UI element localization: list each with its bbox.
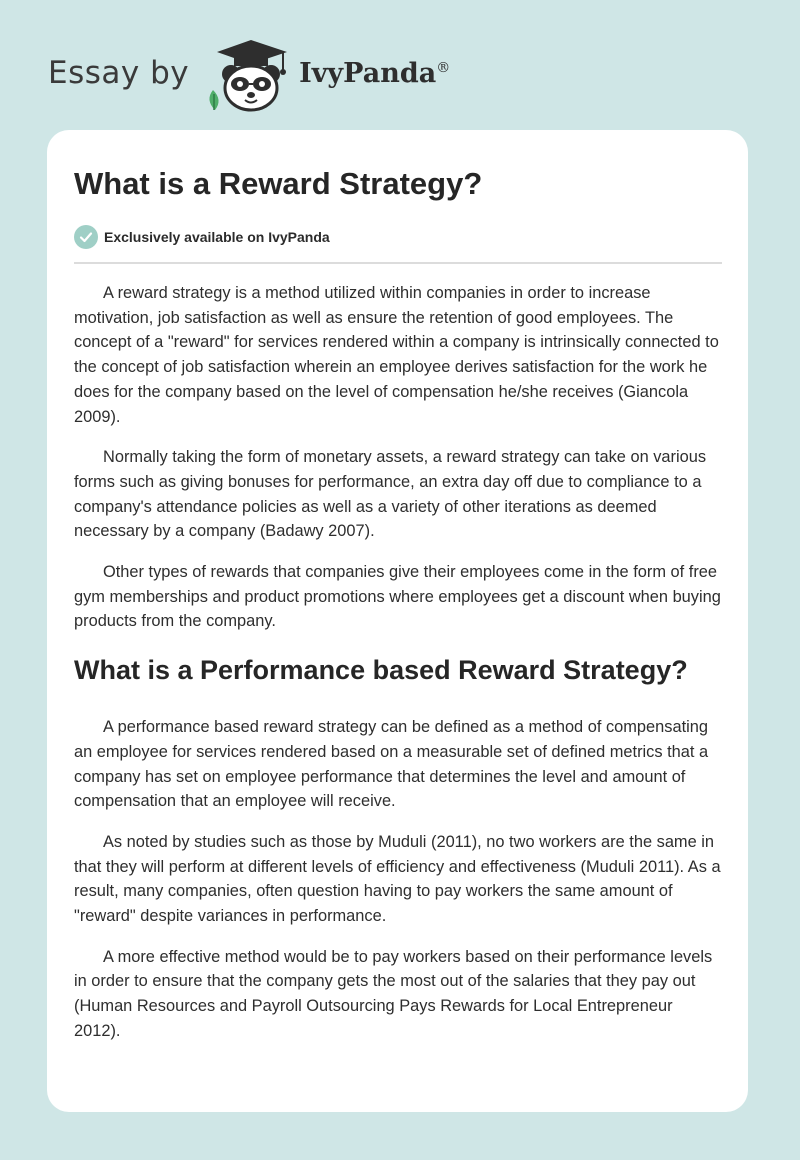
exclusive-badge-label: Exclusively available on IvyPanda (104, 229, 330, 245)
paragraph: Normally taking the form of monetary assets, a reward strategy can take on various forms such as giving bonuses for performance, an extra day off due to compliance to a company's attendance policies as well as a variety of other iterations as deemed necessary by a company (Badawy 2007). (74, 448, 707, 541)
paragraph: A more effective method would be to pay workers based on their performance levels in order to ensure that the company gets the most out of the salaries that they pay out (Human Resources and Payroll Outsourcing Pays Rewards for Local Entrepreneur 2012). (74, 947, 713, 1040)
check-icon (74, 225, 98, 249)
paragraph: A reward strategy is a method utilized within companies in order to increase motivation, job satisfaction as well as ensure the retention of good employees. The concept of a "reward" for services rendered within a company is intrinsically connected to the concept of job satisfaction wherein an employee derives satisfaction for the work he does for the company based on the level of compensation he/she receives (Giancola 2009). (74, 284, 719, 426)
divider (74, 262, 722, 264)
brand-name[interactable]: IvyPanda® (299, 57, 451, 89)
exclusive-badge (74, 224, 722, 250)
essay-by-label: Essay by (48, 55, 190, 91)
page-title: What is a Reward Strategy? (74, 166, 483, 201)
site-header (48, 34, 450, 112)
registered-mark: ® (436, 59, 451, 76)
paragraph: As noted by studies such as those by Muduli (2011), no two workers are the same in that they will perform at different levels of efficiency and effectiveness (Muduli 2011). As a result, many companies, often question having to pay workers the same amount of "reward" despite variances in performance. (74, 832, 721, 926)
paragraph: Other types of rewards that companies give their employees come in the form of free gym memberships and product promotions where employees get a discount when buying products from the company. (74, 563, 721, 631)
section-heading: What is a Performance based Reward Strategy? (74, 655, 688, 686)
article-card (47, 130, 748, 1112)
paragraph: A performance based reward strategy can be defined as a method of compensating an employee for services rendered based on a measurable set of defined metrics that a company has set on employee performance that determines the level and amount of compensation that an employee will receive. (74, 718, 709, 811)
panda-logo-icon (203, 34, 295, 112)
